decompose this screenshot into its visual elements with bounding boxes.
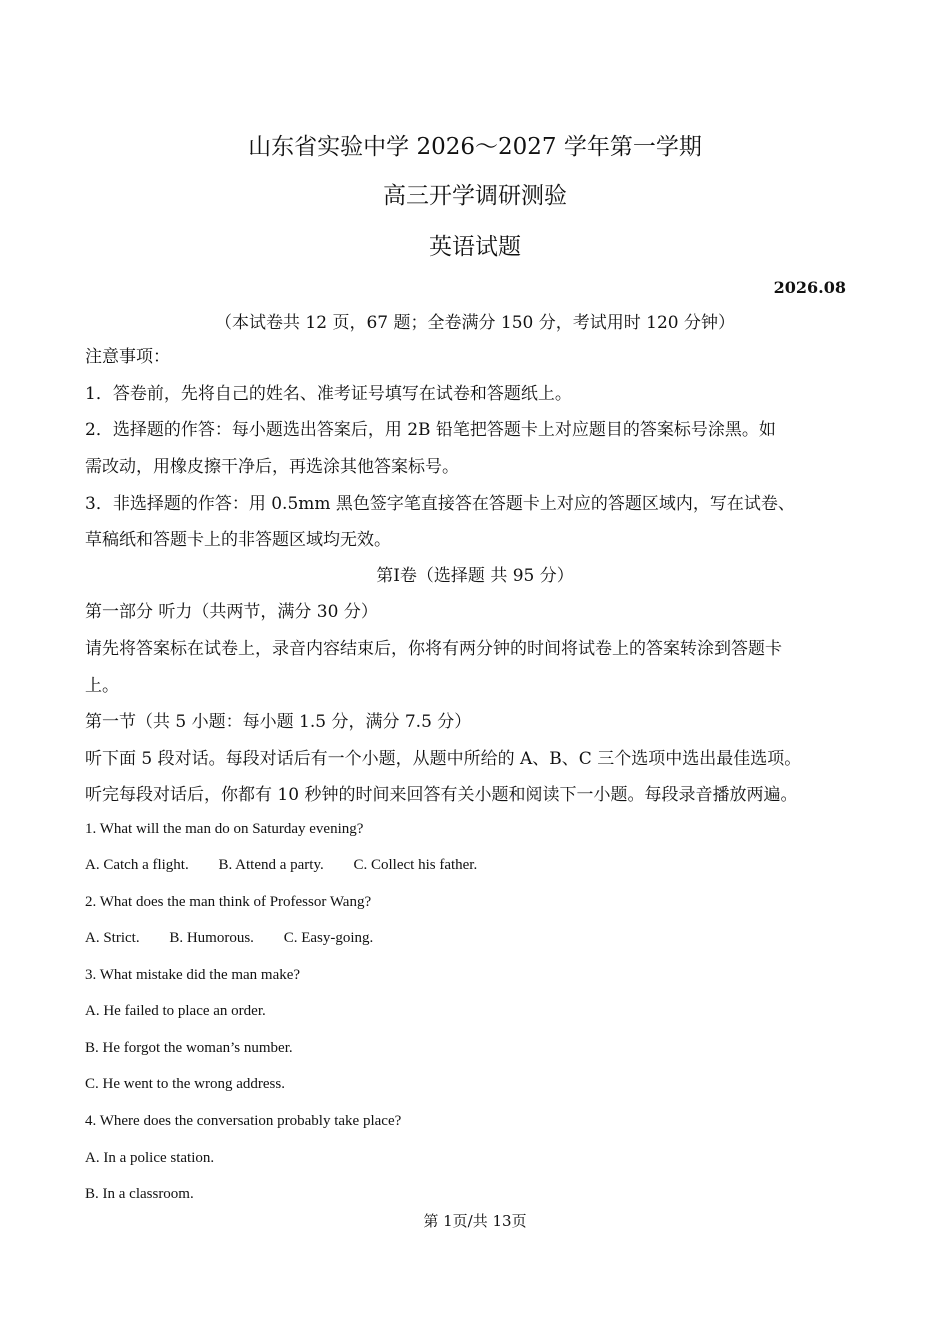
question-1-options	[85, 857, 477, 874]
exam-title-name: 高三开学调研测验	[383, 183, 567, 209]
exam-title-school: 山东省实验中学 2026～2027 学年第一学期	[248, 134, 702, 160]
question-4-option-b: B. In a classroom.	[85, 1186, 194, 1202]
directions: 听下面 5 段对话。每段对话后有一个小题，从题中所给的 A、B、C 三个选项中选出最佳选项。	[85, 749, 802, 769]
question-3-option-a: A. He failed to place an order.	[85, 1003, 266, 1019]
question-4: 4. Where does the conversation probably take place?	[85, 1113, 402, 1129]
option-b: B. Humorous.	[169, 930, 254, 946]
listening-instruction: 请先将答案标在试卷上，录音内容结束后，你将有两分钟的时间将试卷上的答案转涂到答题卡	[85, 639, 782, 659]
listening-instruction-cont: 上。	[85, 676, 119, 696]
note-item-2: 2．选择题的作答：每小题选出答案后，用 2B 铅笔把答题卡上对应题目的答案标号涂黑。如	[85, 420, 776, 440]
question-4-option-a: A. In a police station.	[85, 1150, 215, 1166]
notes-heading: 注意事项：	[85, 347, 170, 367]
option-a: A. Strict.	[85, 930, 140, 946]
note-item-3-cont: 草稿纸和答题卡上的非答题区域均无效。	[85, 530, 391, 550]
option-c: C. Easy-going.	[283, 930, 374, 946]
question-3: 3. What mistake did the man make?	[85, 967, 301, 983]
question-2: 2. What does the man think of Professor Wang?	[85, 894, 372, 910]
option-b: B. Attend a party.	[218, 857, 324, 873]
directions-cont: 听完每段对话后，你都有 10 秒钟的时间来回答有关小题和阅读下一小题。每段录音播放两遍。	[85, 785, 798, 805]
question-2-options	[85, 930, 373, 947]
exam-info: （本试卷共 12 页，67 题；全卷满分 150 分，考试用时 120 分钟）	[215, 313, 735, 333]
question-1: 1. What will the man do on Saturday evening?	[85, 821, 364, 837]
exam-title-subject: 英语试题	[429, 234, 521, 260]
exam-date: 2026.08	[773, 278, 846, 297]
part-heading: 第一部分 听力（共两节，满分 30 分）	[85, 602, 378, 622]
option-a: A. Catch a flight.	[85, 857, 189, 873]
note-item-2-cont: 需改动，用橡皮擦干净后，再选涂其他答案标号。	[85, 457, 459, 477]
page-footer: 第 1页/共 13页	[423, 1212, 527, 1230]
option-c: C. Collect his father.	[353, 857, 478, 873]
note-item-1: 1．答卷前，先将自己的姓名、准考证号填写在试卷和答题纸上。	[85, 384, 572, 404]
volume-heading: 第Ⅰ卷（选择题 共 95 分）	[376, 566, 574, 586]
subsection-heading: 第一节（共 5 小题：每小题 1.5 分，满分 7.5 分）	[85, 712, 472, 732]
note-item-3: 3．非选择题的作答：用 0.5mm 黑色签字笔直接答在答题卡上对应的答题区域内，写在试卷、	[85, 494, 795, 514]
question-3-option-b: B. He forgot the woman’s number.	[85, 1040, 293, 1056]
question-3-option-c: C. He went to the wrong address.	[85, 1076, 285, 1092]
